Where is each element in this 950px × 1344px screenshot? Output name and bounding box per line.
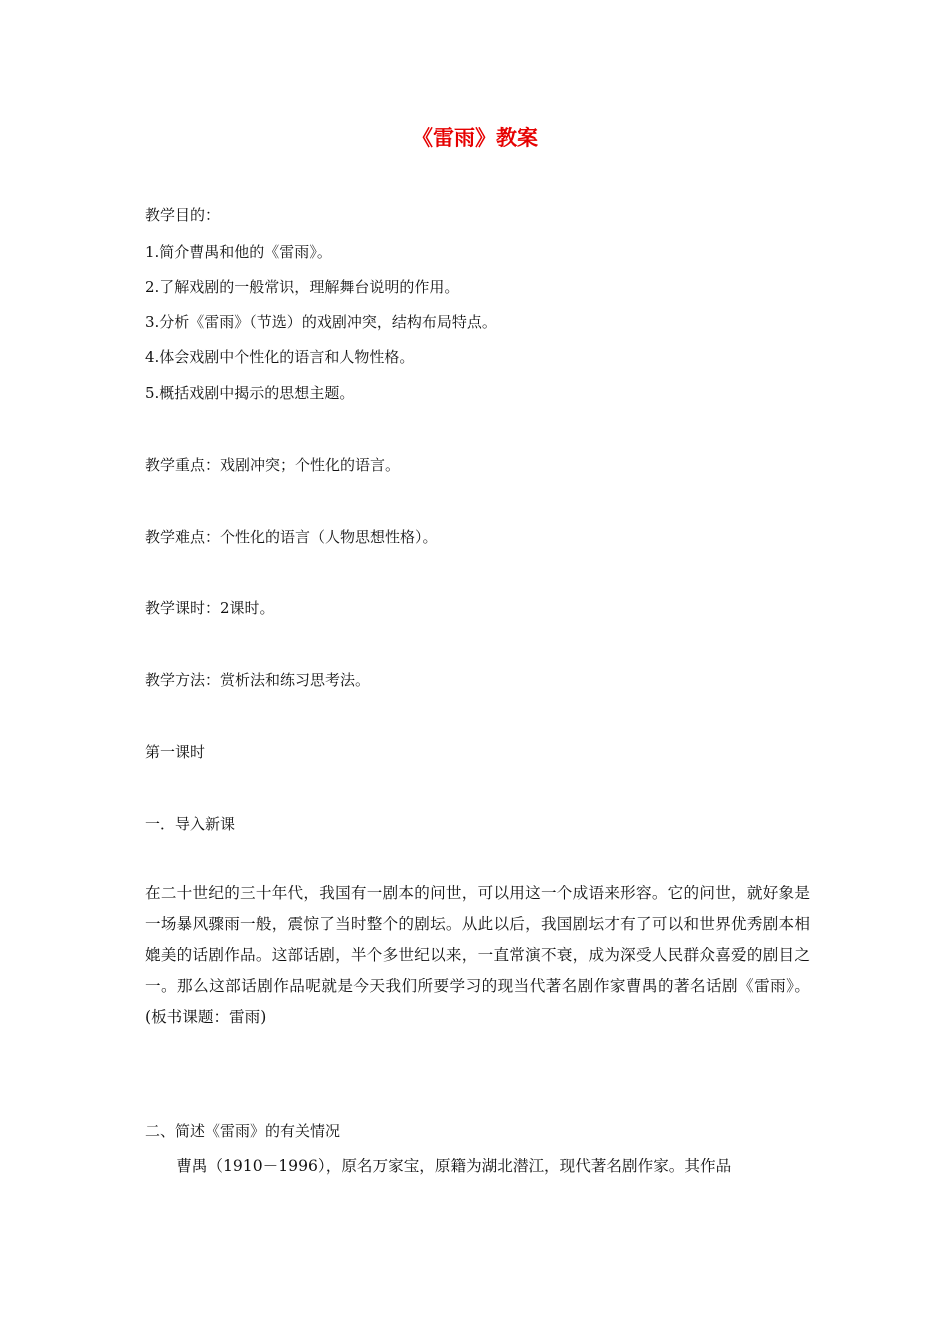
section2-paragraph: 曹禺（1910－1996），原名万家宝，原籍为湖北潜江，现代著名剧作家。其作品 — [176, 1157, 732, 1175]
class-hours: 教学课时：2课时。 — [145, 599, 275, 617]
objectives-heading: 教学目的： — [145, 206, 221, 224]
lesson-heading: 第一课时 — [145, 743, 206, 761]
teaching-methods: 教学方法：赏析法和练习思考法。 — [145, 671, 371, 689]
key-points: 教学重点：戏剧冲突；个性化的语言。 — [145, 456, 401, 474]
objective-item-5: 5.概括戏剧中揭示的思想主题。 — [145, 384, 355, 402]
difficulties: 教学难点：个性化的语言（人物思想性格）。 — [145, 528, 438, 546]
document-title: 《雷雨》教案 — [412, 126, 538, 150]
objective-item-4: 4.体会戏剧中个性化的语言和人物性格。 — [145, 348, 415, 366]
section2-heading: 二、简述《雷雨》的有关情况 — [145, 1122, 341, 1140]
section1-paragraph: 在二十世纪的三十年代，我国有一剧本的问世，可以用这一个成语来形容。它的问世，就好象是一场暴风骤雨一般，震惊了当时整个的剧坛。从此以后，我国剧坛才有了可以和世界优秀剧本相媲美的话剧作品。这部话剧，半个多世纪以来，一直常演不衰，成为深受人民群众喜爱的剧目之一。那么这部话剧作品呢就是今天我们所要学习的现当代著名剧作家曹禺的著名话剧《雷雨》。(板书课题：雷雨) — [145, 884, 810, 1026]
objective-item-1: 1.简介曹禺和他的《雷雨》。 — [145, 243, 332, 261]
objective-item-3: 3.分析《雷雨》（节选）的戏剧冲突，结构布局特点。 — [145, 313, 497, 331]
objective-item-2: 2.了解戏剧的一般常识，理解舞台说明的作用。 — [145, 278, 460, 296]
section1-heading: 一．导入新课 — [145, 815, 236, 833]
